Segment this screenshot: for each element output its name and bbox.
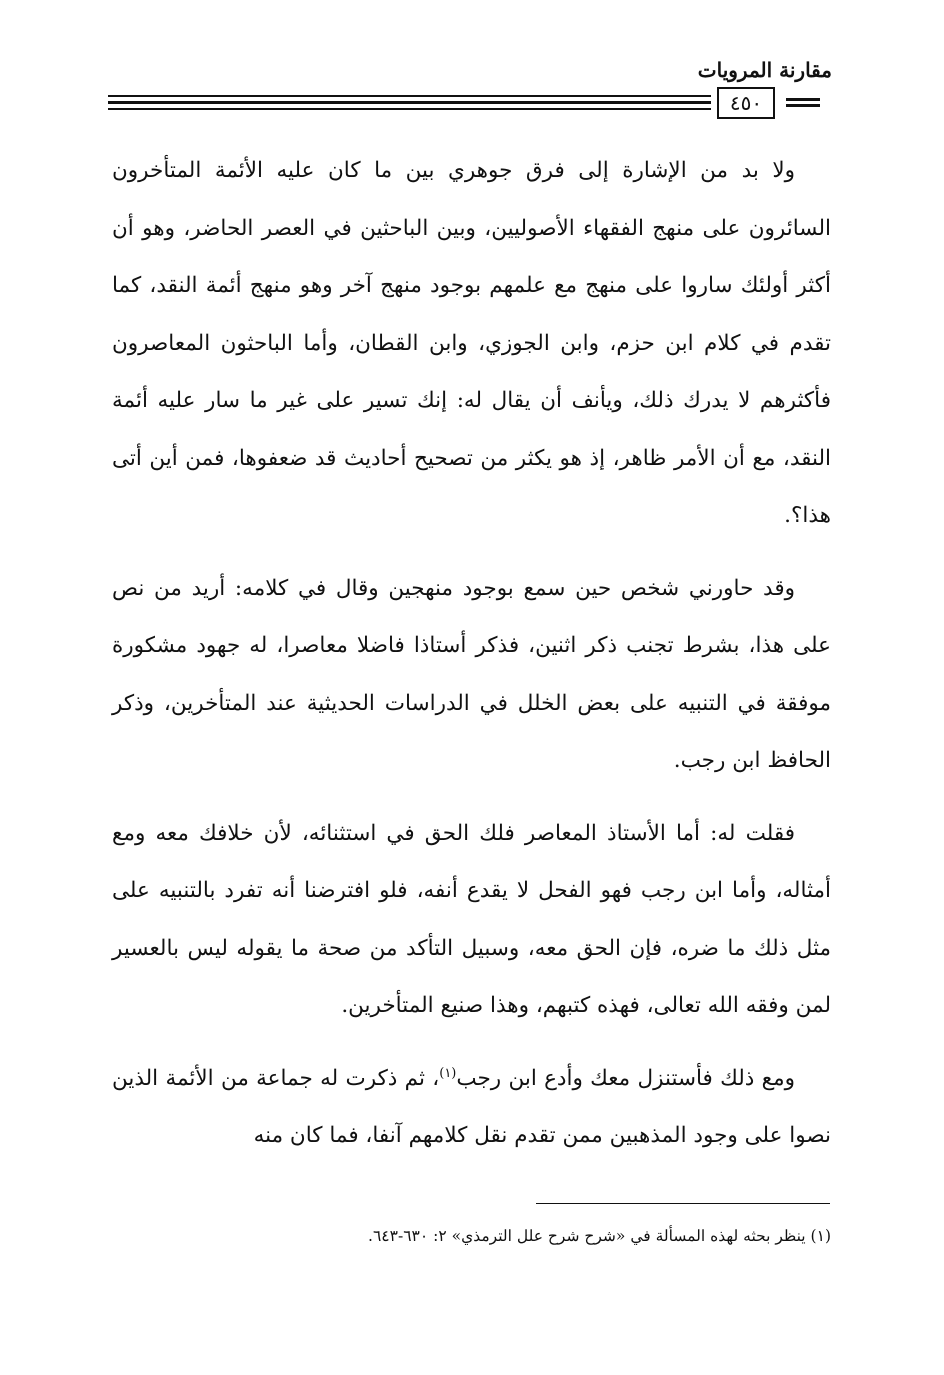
paragraph: ولا بد من الإشارة إلى فرق جوهري بين ما كان عليه الأئمة المتأخرون السائرون على منهج الفقهاء الأصوليين، وبين الباحثين في العصر الحاضر، وهو أن أكثر أولئك ساروا على منهج مع علمهم بوجود منهج آخر وهو منهج أئمة النقد، كما تقدم في كلام ابن حزم، وابن الجوزي، وابن القطان، وأما الباحثون المعاصرون فأكثرهم لا يدرك ذلك، ويأنف أن يقال له: إنك تسير على غير ما سار عليه أئمة النقد، مع أن الأمر ظاهر، إذ هو يكثر من تصحيح أحاديث قد ضعفوها، فمن أين أتى هذا؟. — [112, 158, 831, 528]
paragraph: فقلت له: أما الأستاذ المعاصر فلك الحق في استثنائه، لأن خلافك معه ومع أمثاله، وأما ابن رجب فهو الفحل لا يقدع أنفه، فلو افترضنا أنه تفرد بالتنبيه على مثل ذلك ما ضره، فإن الحق معه، وسبيل التأكد من صحة ما يقوله ليس بالعسير لمن وفقه الله تعالى، فهذه كتبهم، وهذا صنيع المتأخرين. — [112, 820, 831, 1018]
header-rule — [108, 101, 711, 104]
footnote-separator — [536, 1203, 830, 1204]
header-side-rule — [786, 98, 820, 101]
body-text — [112, 142, 831, 1165]
header-rule — [108, 108, 711, 110]
paragraph-text: ومع ذلك فأستنزل معك وأدع ابن رجب — [456, 1065, 795, 1091]
footnote-reference: (١) — [439, 1065, 457, 1081]
running-header-title: مقارنة المرويات — [697, 58, 832, 82]
paragraph: وقد حاورني شخص حين سمع بوجود منهجين وقال في كلامه: أريد من نص على هذا، بشرط تجنب ذكر اثنين، فذكر أستاذا فاضلا معاصرا، له جهود مشكورة موفقة في التنبيه على بعض الخلل في الدراسات الحديثية عند المتأخرين، وذكر الحافظ ابن رجب. — [112, 575, 831, 773]
page-number-box — [717, 87, 775, 119]
paragraph — [112, 1050, 831, 1165]
header-side-rule — [786, 104, 820, 107]
header-rule — [108, 95, 711, 97]
page-number: ٤٥٠ — [729, 91, 763, 115]
paragraph-text: ، ثم ذكرت له جماعة من الأئمة الذين نصوا على وجود المذهبين ممن تقدم نقل كلامهم آنفا، فما كان منه — [112, 1065, 831, 1148]
footnote: (١) ينظر بحثه لهذه المسألة في «شرح شرح علل الترمذي» ٢: ٦٣٠-٦٤٣. — [368, 1227, 831, 1245]
